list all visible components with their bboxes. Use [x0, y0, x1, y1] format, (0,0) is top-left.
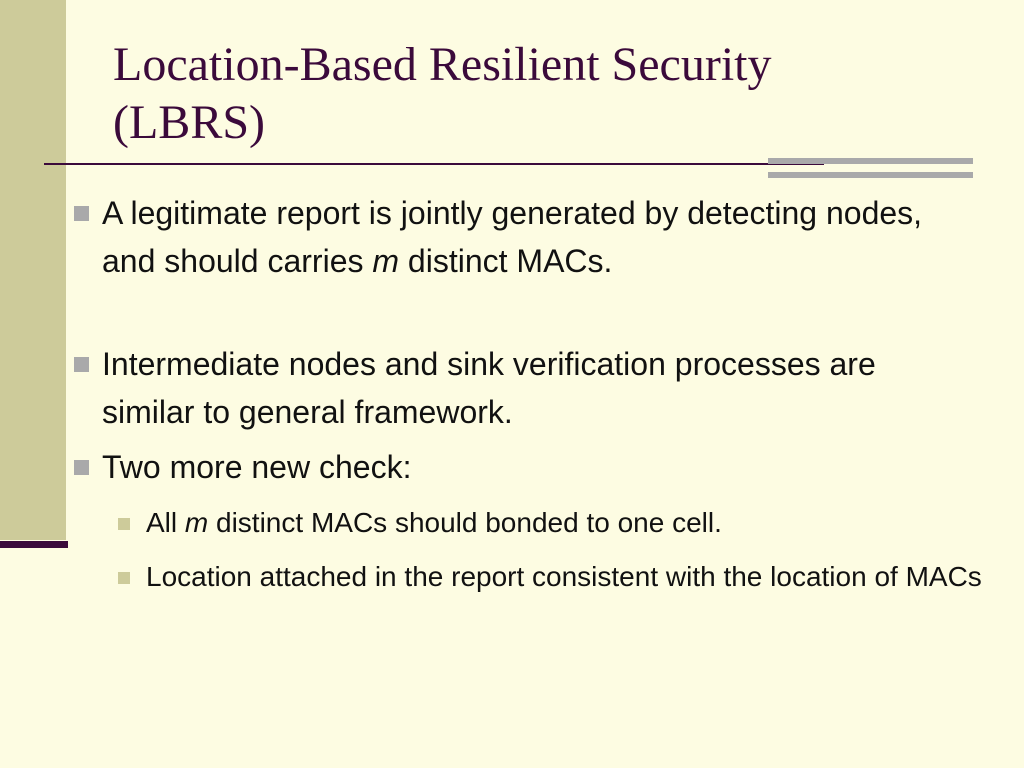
subbullet-marker	[118, 518, 130, 530]
bullet-marker	[74, 206, 89, 221]
bullet-marker	[74, 357, 89, 372]
subbullet-text: Location attached in the report consistent with the location of MACs	[146, 561, 982, 592]
bullet-marker	[74, 460, 89, 475]
slide-title-line-2: (LBRS)	[113, 96, 266, 149]
bullet-text: distinct MACs.	[399, 243, 613, 279]
bullet-text: A legitimate report is jointly generated by detecting nodes, and should carries	[102, 195, 923, 279]
subbullet-item-1	[146, 501, 996, 545]
subbullet-emphasis: m	[184, 507, 209, 538]
bullet-text: Intermediate nodes and sink verification processes are similar to general framework.	[102, 346, 876, 430]
bullet-item-2	[102, 340, 972, 436]
bullet-item-1	[102, 189, 972, 285]
subbullet-text: All	[146, 507, 185, 538]
subbullet-marker	[118, 572, 130, 584]
bullet-item-3	[102, 443, 972, 491]
slide-title-line-1: Location-Based Resilient Security	[113, 38, 772, 91]
bullet-text: Two more new check:	[102, 449, 412, 485]
subbullet-item-2	[146, 555, 996, 599]
subbullet-text: distinct MACs should bonded to one cell.	[208, 507, 722, 538]
bullet-emphasis: m	[372, 243, 400, 279]
